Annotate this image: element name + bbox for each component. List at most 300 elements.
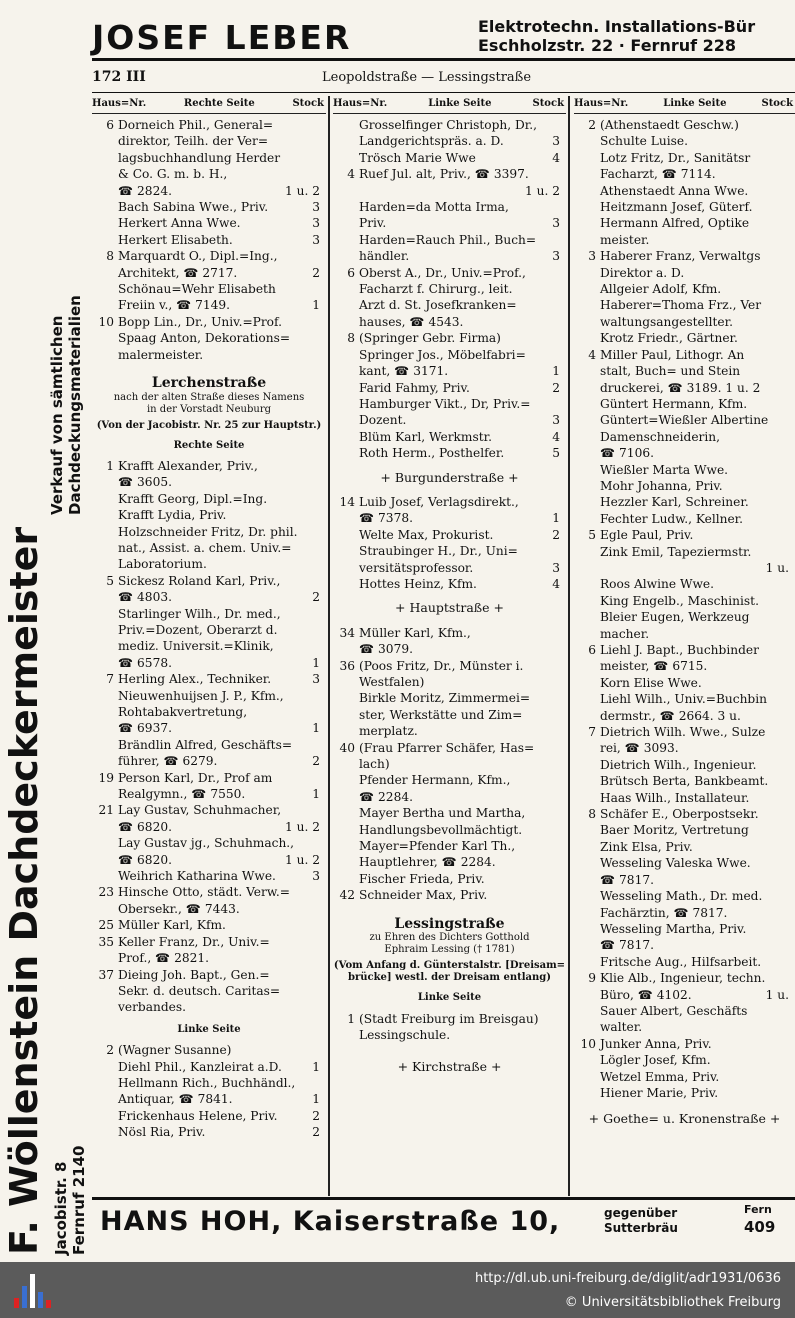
directory-entry <box>92 573 326 589</box>
directory-entry <box>574 232 795 248</box>
directory-entry <box>574 905 795 921</box>
directory-entry <box>92 1075 326 1091</box>
resident-text: Wesseling Valeska Wwe. <box>600 856 751 871</box>
resident-text: nat., Assist. a. chem. Univ.= <box>118 540 292 555</box>
directory-entry <box>574 363 795 379</box>
directory-entry <box>574 839 795 855</box>
floor-header: Stock <box>292 98 324 109</box>
side-label: Rechte Seite <box>173 439 245 451</box>
page-title: Leopoldstraße — Lessingstraße <box>322 70 532 85</box>
floor-number: 1 <box>312 787 320 802</box>
directory-entry <box>92 314 326 330</box>
vertical-ad-address: Jacobistr. 8 <box>52 1161 70 1255</box>
floor-header: Stock <box>761 98 793 109</box>
directory-entry <box>92 458 326 474</box>
resident-text: ☎ 6937. <box>118 721 172 736</box>
resident-text: Wesseling Math., Dr. med. <box>600 889 763 904</box>
directory-entry <box>574 937 795 953</box>
entry-list <box>333 494 566 592</box>
vertical-ad-line-b: Dachdeckungsmaterialien <box>66 295 84 515</box>
resident-text: Hauptlehrer, ☎ 2284. <box>359 855 496 870</box>
resident-text: ster, Werkstätte und Zim= <box>359 707 523 722</box>
resident-text: ☎ 3605. <box>118 475 172 490</box>
directory-entry <box>333 723 566 739</box>
resident-text: ☎ 2824. <box>118 183 172 198</box>
entry-list <box>574 117 795 1101</box>
directory-entry <box>92 281 326 297</box>
floor-number: 3 <box>552 216 560 231</box>
resident-text: Marquardt O., Dipl.=Ing., <box>118 249 278 264</box>
resident-text: ☎ 6820. <box>118 819 172 834</box>
directory-entry <box>92 950 326 966</box>
resident-text: Schulte Luise. <box>600 134 688 149</box>
house-number-header: Haus=Nr. <box>333 98 388 109</box>
directory-entry <box>92 1042 326 1058</box>
directory-entry <box>92 802 326 818</box>
directory-entry <box>333 658 566 674</box>
resident-text: Roos Alwine Wwe. <box>600 577 714 592</box>
street-subtitle: zu Ehren des Dichters Gotthold <box>369 932 530 944</box>
directory-entry <box>92 150 326 166</box>
directory-entry <box>333 314 566 330</box>
house-number: 4 <box>347 167 355 182</box>
resident-text: Liehl Wilh., Univ.=Buchbin <box>600 692 767 707</box>
house-number: 4 <box>588 347 596 362</box>
resident-text: lach) <box>359 757 390 772</box>
bottom-advertisement <box>92 1197 795 1242</box>
floor-number: 3 <box>552 560 560 575</box>
directory-entry <box>333 281 566 297</box>
house-number: 34 <box>339 625 355 640</box>
resident-text: Sekr. d. deutsch. Caritas= <box>118 983 281 998</box>
bottom-ad-phone-label: Fern <box>744 1203 772 1216</box>
resident-text: Starlinger Wilh., Dr. med., <box>118 606 281 621</box>
resident-text: Schönau=Wehr Elisabeth <box>118 282 276 297</box>
floor-number: 3 <box>312 216 320 231</box>
resident-text: Wesseling Martha, Priv. <box>600 921 747 936</box>
resident-text: Sickesz Roland Karl, Priv., <box>118 573 281 588</box>
directory-entry <box>574 314 795 330</box>
directory-entry <box>92 347 326 363</box>
directory-entry <box>574 478 795 494</box>
resident-text: Bopp Lin., Dr., Univ.=Prof. <box>118 314 282 329</box>
resident-text: Keller Franz, Dr., Univ.= <box>118 934 270 949</box>
resident-text: Pfender Hermann, Kfm., <box>359 773 511 788</box>
resident-text: Dorneich Phil., General= <box>118 118 274 132</box>
floor-number: 4 <box>552 429 560 444</box>
directory-entry <box>574 642 795 658</box>
house-number: 36 <box>339 658 355 673</box>
directory-entry <box>574 855 795 871</box>
resident-text: Nösl Ria, Priv. <box>118 1125 206 1140</box>
resident-text: Trösch Marie Wwe <box>359 150 476 165</box>
directory-entry <box>92 868 326 884</box>
directory-entry <box>574 987 795 1003</box>
resident-text: meister. <box>600 232 650 247</box>
directory-entry <box>92 786 326 802</box>
directory-entry <box>333 740 566 756</box>
copyright-notice: © Universitätsbibliothek Freiburg <box>564 1295 781 1310</box>
directory-entry <box>333 887 566 903</box>
resident-text: Holzschneider Fritz, Dr. phil. <box>118 524 298 539</box>
directory-entry <box>574 609 795 625</box>
resident-text: Mayer=Pfender Karl Th., <box>359 839 516 854</box>
floor-number: 3 <box>552 134 560 149</box>
column-3 <box>574 96 795 1190</box>
resident-text: Fechter Ludw., Kellner. <box>600 511 744 526</box>
floor-number: 3 <box>312 200 320 215</box>
street-title-lerchenstrasse: Lerchenstraße <box>151 375 267 392</box>
column-divider <box>568 96 570 1196</box>
resident-text: King Engelb., Maschinist. <box>600 593 759 608</box>
library-logo-icon <box>12 1272 52 1308</box>
resident-text: Wetzel Emma, Priv. <box>600 1069 720 1084</box>
floor-number: 2 <box>312 265 320 280</box>
directory-entry <box>92 265 326 281</box>
floor-number: 1 <box>552 364 560 379</box>
directory-entry <box>92 183 326 199</box>
resident-text: Direktor a. D. <box>600 265 685 280</box>
house-number-header: Haus=Nr. <box>574 98 629 109</box>
directory-entry <box>333 150 566 166</box>
resident-text: Junker Anna, Priv. <box>600 1036 712 1051</box>
directory-entry <box>574 462 795 478</box>
floor-number: 2 <box>312 1125 320 1140</box>
cross-street: + Goethe= u. Kronenstraße + <box>588 1111 781 1127</box>
resident-text: Miller Paul, Lithogr. An <box>600 347 745 362</box>
resident-text: Facharzt, ☎ 7114. <box>600 167 716 182</box>
directory-entry <box>92 1108 326 1124</box>
resident-text: waltungsangestellter. <box>600 314 734 329</box>
house-number: 6 <box>347 265 355 280</box>
directory-entry <box>574 199 795 215</box>
directory-entry <box>574 806 795 822</box>
directory-entry <box>333 674 566 690</box>
resident-text: Dozent. <box>359 413 407 428</box>
house-number: 14 <box>339 494 355 509</box>
house-number: 5 <box>588 528 596 543</box>
directory-entry <box>574 740 795 756</box>
directory-entry <box>333 347 566 363</box>
directory-entry <box>333 133 566 149</box>
entry-list <box>333 117 566 462</box>
resident-text: (Springer Gebr. Firma) <box>359 331 501 346</box>
house-number: 2 <box>106 1043 114 1058</box>
directory-entry <box>333 805 566 821</box>
resident-text: Arzt d. St. Josefkranken= <box>359 298 517 313</box>
house-number: 2 <box>588 118 596 132</box>
directory-entry <box>333 543 566 559</box>
directory-entry <box>92 852 326 868</box>
directory-entry <box>333 494 566 510</box>
resident-text: händler. <box>359 249 410 264</box>
street-range: brücke] westl. der Dreisam entlang) <box>347 972 551 984</box>
resident-text: versitätsprofessor. <box>359 560 474 575</box>
directory-entry <box>574 511 795 527</box>
directory-entry <box>92 215 326 231</box>
house-number: 35 <box>98 934 114 949</box>
resident-text: Dietrich Wilh. Wwe., Sulze <box>600 725 766 740</box>
directory-entry <box>92 589 326 605</box>
resident-text: Fischer Frieda, Priv. <box>359 871 485 886</box>
advertiser-name: JOSEF LEBER <box>92 18 352 57</box>
resident-text: ☎ 7817. <box>600 872 654 887</box>
directory-entry <box>333 429 566 445</box>
house-number: 25 <box>98 918 114 933</box>
resident-text: Heitzmann Josef, Güterf. <box>600 200 753 215</box>
street-subtitle: Ephraim Lessing († 1781) <box>384 944 515 956</box>
vertical-ad-line-a: Verkauf von sämtlichen <box>48 315 66 515</box>
house-number: 6 <box>588 643 596 657</box>
directory-entry <box>333 822 566 838</box>
advertiser-line-2: Eschholzstr. 22 · Fernruf 228 <box>478 36 737 55</box>
resident-text: führer, ☎ 6279. <box>118 754 218 769</box>
column-2 <box>333 96 566 1190</box>
floor-number: 1 <box>312 721 320 736</box>
column-1 <box>92 96 326 1190</box>
directory-entry <box>92 1059 326 1075</box>
floor-number: 4 <box>552 150 560 165</box>
resident-text: Prof., ☎ 2821. <box>118 951 210 966</box>
directory-entry <box>574 133 795 149</box>
directory-entry <box>333 625 566 641</box>
directory-entry <box>333 772 566 788</box>
directory-entry <box>574 773 795 789</box>
column-header <box>333 96 566 114</box>
resident-text: meister, ☎ 6715. <box>600 659 708 674</box>
resident-text: Frickenhaus Helene, Priv. <box>118 1108 278 1123</box>
directory-entry <box>574 445 795 461</box>
house-number: 10 <box>98 314 114 329</box>
directory-entry <box>333 560 566 576</box>
directory-entry <box>574 1085 795 1101</box>
directory-entry <box>92 671 326 687</box>
directory-entry <box>574 691 795 707</box>
floor-number: 1 u. 2 <box>525 183 560 198</box>
resident-text: Lay Gustav jg., Schuhmach., <box>118 836 295 851</box>
directory-entry <box>92 967 326 983</box>
directory-entry <box>333 854 566 870</box>
directory-entry <box>333 871 566 887</box>
cross-street: + Hauptstraße + <box>395 600 504 616</box>
directory-entry <box>333 707 566 723</box>
resident-text: Mayer Bertha und Martha, <box>359 806 526 821</box>
resident-text: druckerei, ☎ 3189. 1 u. 2 <box>600 380 761 395</box>
directory-entry <box>574 117 795 133</box>
resident-text: Architekt, ☎ 2717. <box>118 265 238 280</box>
floor-number: 3 <box>312 869 320 884</box>
resident-text: Laboratorium. <box>118 557 207 572</box>
directory-entry <box>333 412 566 428</box>
directory-entry <box>333 248 566 264</box>
directory-entry <box>92 491 326 507</box>
floor-number: 2 <box>552 380 560 395</box>
directory-entry <box>574 593 795 609</box>
resident-text: & Co. G. m. b. H., <box>118 167 228 182</box>
resident-text: (Athenstaedt Geschw.) <box>600 118 739 132</box>
floor-number: 1 <box>552 511 560 526</box>
entry-list <box>333 625 566 904</box>
directory-entry <box>92 133 326 149</box>
resident-text: Sauer Albert, Geschäfts <box>600 1003 748 1018</box>
directory-entry <box>574 380 795 396</box>
resident-text: stalt, Buch= und Stein <box>600 364 741 379</box>
resident-text: Güntert Hermann, Kfm. <box>600 396 748 411</box>
resident-text: Hamburger Vikt., Dr, Priv.= <box>359 396 531 411</box>
directory-entry <box>92 655 326 671</box>
directory-entry <box>333 265 566 281</box>
floor-number: 1 u. 2 <box>285 819 320 834</box>
resident-text: Güntert=Wießler Albertine <box>600 413 769 428</box>
directory-entry <box>92 638 326 654</box>
resident-text: Priv.=Dozent, Oberarzt d. <box>118 622 278 637</box>
directory-entry <box>333 166 566 182</box>
resident-text: (Poos Fritz, Dr., Münster i. <box>359 658 524 673</box>
directory-entry <box>574 970 795 986</box>
directory-entry <box>92 232 326 248</box>
directory-entry <box>574 757 795 773</box>
resident-text: Krafft Alexander, Priv., <box>118 458 258 473</box>
directory-entry <box>92 117 326 133</box>
directory-entry <box>333 232 566 248</box>
directory-entry <box>333 838 566 854</box>
house-number: 21 <box>98 803 114 818</box>
resident-text: Rohtabakvertretung, <box>118 705 248 719</box>
street-subtitle: nach der alten Straße dieses Namens <box>113 391 305 403</box>
directory-entry <box>333 756 566 772</box>
street-range: (Von der Jacobistr. Nr. 25 zur Hauptstr.) <box>96 419 322 431</box>
directory-entry <box>574 1052 795 1068</box>
vertical-ad-phone: Fernruf 2140 <box>70 1145 88 1255</box>
resident-text: Realgymn., ☎ 7550. <box>118 787 246 802</box>
floor-number: 2 <box>552 527 560 542</box>
directory-entry <box>574 790 795 806</box>
page-header <box>92 66 795 93</box>
directory-entry <box>333 510 566 526</box>
directory-entry <box>333 380 566 396</box>
resident-text: Obersekr., ☎ 7443. <box>118 901 240 916</box>
directory-entry <box>333 215 566 231</box>
resident-text: ☎ 7817. <box>600 938 654 953</box>
directory-entry <box>574 248 795 264</box>
directory-entry <box>92 297 326 313</box>
resident-text: Krafft Lydia, Priv. <box>118 508 227 523</box>
house-number: 6 <box>106 118 114 132</box>
side-header: Rechte Seite <box>183 98 255 109</box>
resident-text: Straubinger H., Dr., Uni= <box>359 544 518 559</box>
resident-text: Krotz Friedr., Gärtner. <box>600 331 738 346</box>
vertical-ad-name: F. Wöllenstein Dachdeckermeister <box>2 526 46 1255</box>
resident-text: Hermann Alfred, Optike <box>600 216 750 231</box>
house-number: 42 <box>339 888 355 903</box>
directory-entry <box>574 675 795 691</box>
house-number: 40 <box>339 740 355 755</box>
resident-text: Bach Sabina Wwe., Priv. <box>118 200 269 215</box>
directory-entry <box>92 1091 326 1107</box>
directory-entry <box>574 281 795 297</box>
resident-text: mediz. Universit.=Klinik, <box>118 639 274 654</box>
directory-entry <box>92 983 326 999</box>
page-number: 172 III <box>92 69 146 85</box>
directory-entry <box>574 183 795 199</box>
resident-text: Herkert Elisabeth. <box>118 232 233 247</box>
house-number: 23 <box>98 885 114 900</box>
entry-list <box>92 117 326 363</box>
house-number-header: Haus=Nr. <box>92 98 147 109</box>
resident-text: Diehl Phil., Kanzleirat a.D. <box>118 1059 282 1074</box>
resident-text: Hezzler Karl, Schreiner. <box>600 495 749 510</box>
directory-entry <box>574 576 795 592</box>
permalink-link[interactable]: http://dl.ub.uni-freiburg.de/diglit/adr1931/0636 <box>474 1271 781 1286</box>
directory-entry <box>574 658 795 674</box>
floor-number: 4 <box>552 576 560 591</box>
directory-entry <box>92 934 326 950</box>
directory-entry <box>92 704 326 720</box>
directory-entry <box>574 494 795 510</box>
directory-entry <box>333 363 566 379</box>
house-number: 9 <box>588 971 596 986</box>
resident-text: Korn Elise Wwe. <box>600 675 702 690</box>
directory-entry <box>574 265 795 281</box>
resident-text: macher. <box>600 626 650 641</box>
side-label: Linke Seite <box>417 992 482 1004</box>
resident-text: Lessingschule. <box>359 1027 451 1042</box>
resident-text: ☎ 4803. <box>118 590 172 605</box>
floor-number: 3 <box>552 413 560 428</box>
bottom-ad-phone: 409 <box>744 1218 776 1236</box>
resident-text: Brändlin Alfred, Geschäfts= <box>118 737 293 752</box>
resident-text: rei, ☎ 3093. <box>600 741 679 756</box>
resident-text: Farid Fahmy, Priv. <box>359 380 470 395</box>
side-label: Linke Seite <box>177 1023 241 1035</box>
resident-text: Grosselfinger Christoph, Dr., <box>359 118 538 132</box>
directory-entry <box>92 1124 326 1140</box>
directory-entry <box>574 297 795 313</box>
directory-entry <box>92 199 326 215</box>
directory-entry <box>574 544 795 560</box>
resident-text: dermstr., ☎ 2664. 3 u. <box>600 708 741 723</box>
resident-text: Haberer=Thoma Frz., Ver <box>600 298 762 313</box>
directory-entry <box>92 540 326 556</box>
resident-text: Blüm Karl, Werkmstr. <box>359 429 493 444</box>
resident-text: Dieing Joh. Bapt., Gen.= <box>118 967 270 982</box>
resident-text: Ruef Jul. alt, Priv., ☎ 3397. <box>359 167 529 182</box>
resident-text: Harden=Rauch Phil., Buch= <box>359 232 537 247</box>
directory-entry <box>92 884 326 900</box>
bottom-ad-text: HANS HOH, Kaiserstraße 10, <box>100 1206 561 1237</box>
resident-text: Damenschneiderin, <box>600 429 721 444</box>
resident-text: Hottes Heinz, Kfm. <box>359 576 477 591</box>
floor-number: 3 <box>312 672 320 687</box>
directory-entry <box>333 641 566 657</box>
resident-text: Athenstaedt Anna Wwe. <box>600 183 749 198</box>
directory-entry <box>574 215 795 231</box>
resident-text: Krafft Georg, Dipl.=Ing. <box>118 491 268 506</box>
directory-entry <box>92 166 326 182</box>
resident-text: Hiener Marie, Priv. <box>600 1085 719 1100</box>
resident-text: ☎ 6820. <box>118 852 172 867</box>
directory-entry <box>92 770 326 786</box>
directory-entry <box>333 199 566 215</box>
house-number: 37 <box>98 967 114 982</box>
directory-entry <box>574 626 795 642</box>
resident-text: Handlungsbevollmächtigt. <box>359 822 523 837</box>
resident-text: Brütsch Berta, Bankbeamt. <box>600 774 769 789</box>
house-number: 7 <box>106 672 114 687</box>
resident-text: Schäfer E., Oberpostsekr. <box>600 807 759 822</box>
directory-entry <box>92 556 326 572</box>
floor-number: 1 <box>312 298 320 313</box>
